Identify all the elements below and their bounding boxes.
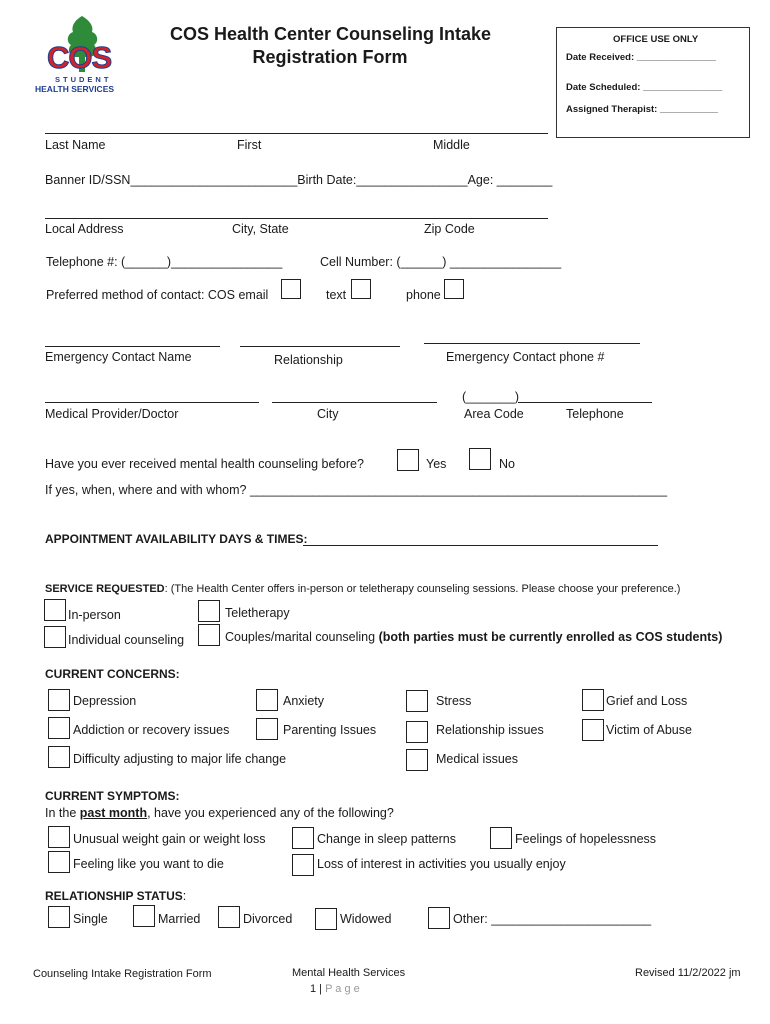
individual-checkbox[interactable] (44, 626, 66, 648)
concern-depression-label: Depression (73, 694, 137, 708)
date-received-field[interactable]: Date Received: _______________ (566, 52, 717, 63)
relationship-heading-row (45, 889, 186, 903)
status-married-checkbox[interactable] (133, 905, 155, 927)
emergency-name-line[interactable] (45, 346, 220, 347)
availability-line[interactable] (303, 545, 658, 546)
in-person-label: In-person (68, 608, 121, 622)
footer-page (310, 983, 360, 995)
last-name-label: Last Name (45, 138, 106, 152)
concern-stress-label: Stress (436, 694, 472, 708)
form-title-line2: Registration Form (252, 47, 408, 67)
area-code-label: Area Code (464, 407, 524, 421)
email-checkbox[interactable] (281, 279, 301, 299)
status-married-label: Married (158, 912, 201, 926)
medical-telephone-label: Telephone (566, 407, 624, 421)
emergency-contact-name-label: Emergency Contact Name (45, 350, 192, 364)
concern-relationship-checkbox[interactable] (406, 721, 428, 743)
symptoms-intro (45, 806, 394, 820)
concern-parenting-checkbox[interactable] (256, 718, 278, 740)
footer-center: Mental Health Services (292, 967, 406, 979)
area-code-paren[interactable]: (_______) (462, 390, 519, 404)
concern-medical-checkbox[interactable] (406, 749, 428, 771)
form-title-line1: COS Health Center Counseling Intake (170, 24, 492, 44)
emergency-phone-line[interactable] (424, 343, 640, 344)
service-heading: SERVICE REQUESTED (45, 583, 165, 595)
logo-letters: COS (47, 40, 112, 75)
symptom-interest-label: Loss of interest in activities you usually enjoy (317, 857, 566, 871)
city-state-label: City, State (232, 222, 289, 236)
symptom-sleep-checkbox[interactable] (292, 827, 314, 849)
prior-counseling-question: Have you ever received mental health counseling before? (45, 457, 364, 471)
service-note: : (The Health Center offers in-person or teletherapy counseling sessions. Please choose your preference.) (164, 583, 681, 595)
prior-yes-checkbox[interactable] (397, 449, 419, 471)
date-scheduled-field[interactable]: Date Scheduled: _______________ (566, 82, 723, 93)
symptom-weight-checkbox[interactable] (48, 826, 70, 848)
medical-phone-line[interactable] (518, 402, 652, 403)
office-heading: OFFICE USE ONLY (613, 34, 699, 45)
concern-addiction-checkbox[interactable] (48, 717, 70, 739)
concern-grief-label: Grief and Loss (606, 694, 688, 708)
city-line[interactable] (272, 402, 437, 403)
emergency-phone-label: Emergency Contact phone # (446, 350, 605, 364)
status-widowed-label: Widowed (340, 912, 392, 926)
concerns-heading: CURRENT CONCERNS: (45, 667, 180, 681)
concern-abuse-label: Victim of Abuse (606, 723, 692, 737)
phone-checkbox[interactable] (444, 279, 464, 299)
concern-abuse-checkbox[interactable] (582, 719, 604, 741)
logo-line1: STUDENT (55, 75, 112, 84)
footer-right: Revised 11/2/2022 jm (635, 967, 741, 979)
concern-medical-label: Medical issues (436, 752, 518, 766)
symptoms-intro-pre: In the (45, 806, 80, 820)
symptom-weight-label: Unusual weight gain or weight loss (73, 832, 266, 846)
office-use-box (556, 27, 750, 138)
status-other-field[interactable]: Other: _______________________ (453, 912, 652, 926)
concern-addiction-label: Addiction or recovery issues (73, 723, 230, 737)
telephone-field[interactable]: Telephone #: (______)________________ (46, 255, 283, 269)
zip-code-label: Zip Code (424, 222, 475, 236)
teletherapy-label: Teletherapy (225, 606, 290, 620)
phone-label: phone (406, 288, 441, 302)
concern-parenting-label: Parenting Issues (283, 723, 377, 737)
status-divorced-checkbox[interactable] (218, 906, 240, 928)
in-person-checkbox[interactable] (44, 599, 66, 621)
status-single-checkbox[interactable] (48, 906, 70, 928)
concern-adjusting-label: Difficulty adjusting to major life change (73, 752, 287, 766)
status-other-checkbox[interactable] (428, 907, 450, 929)
cell-number-field[interactable]: Cell Number: (______) ________________ (320, 255, 562, 269)
cos-student-health-logo (35, 14, 133, 96)
symptoms-intro-emphasis: past month (79, 806, 148, 820)
teletherapy-checkbox[interactable] (198, 600, 220, 622)
symptoms-intro-post: , have you experienced any of the following? (147, 806, 394, 820)
couples-row (225, 630, 722, 644)
relationship-label: Relationship (274, 353, 343, 367)
status-widowed-checkbox[interactable] (315, 908, 337, 930)
text-label: text (326, 288, 347, 302)
status-single-label: Single (73, 912, 108, 926)
medical-city-label: City (317, 407, 339, 421)
concern-stress-checkbox[interactable] (406, 690, 428, 712)
provider-line[interactable] (45, 402, 259, 403)
text-checkbox[interactable] (351, 279, 371, 299)
concern-adjusting-checkbox[interactable] (48, 746, 70, 768)
service-heading-row (45, 583, 680, 595)
relationship-colon: : (182, 889, 187, 903)
concern-grief-checkbox[interactable] (582, 689, 604, 711)
symptom-hopeless-checkbox[interactable] (490, 827, 512, 849)
local-address-label: Local Address (45, 222, 124, 236)
prior-no-checkbox[interactable] (469, 448, 491, 470)
assigned-therapist-field[interactable]: Assigned Therapist: ___________ (566, 104, 719, 115)
prior-yes-label: Yes (426, 457, 447, 471)
middle-name-label: Middle (433, 138, 470, 152)
concern-anxiety-checkbox[interactable] (256, 689, 278, 711)
prior-no-label: No (499, 457, 515, 471)
symptom-hopeless-label: Feelings of hopelessness (515, 832, 657, 846)
id-birth-age-row[interactable]: Banner ID/SSN________________________Birth Date:________________Age: ________ (45, 173, 553, 187)
couples-note: (both parties must be currently enrolled as COS students) (378, 630, 723, 644)
concern-anxiety-label: Anxiety (283, 694, 324, 708)
page-number: 1 (310, 983, 317, 995)
symptom-interest-checkbox[interactable] (292, 854, 314, 876)
individual-label: Individual counseling (68, 633, 185, 647)
address-line[interactable] (45, 218, 548, 219)
relationship-heading: RELATIONSHIP STATUS (45, 889, 183, 903)
symptom-die-label: Feeling like you want to die (73, 857, 224, 871)
couples-checkbox[interactable] (198, 624, 220, 646)
availability-label: APPOINTMENT AVAILABILITY DAYS & TIMES: (45, 532, 308, 546)
status-divorced-label: Divorced (243, 912, 293, 926)
page-separator: | (316, 983, 326, 995)
symptom-die-checkbox[interactable] (48, 851, 70, 873)
page-word: P a g e (325, 983, 360, 995)
symptoms-heading: CURRENT SYMPTOMS: (45, 789, 180, 803)
prior-followup-field[interactable]: If yes, when, where and with whom? ____________________________________________________________ (45, 483, 668, 497)
concern-depression-checkbox[interactable] (48, 689, 70, 711)
medical-provider-label: Medical Provider/Doctor (45, 407, 179, 421)
couples-label: Couples/marital counseling (225, 630, 379, 644)
name-line[interactable] (45, 133, 548, 134)
concern-relationship-label: Relationship issues (436, 723, 544, 737)
first-name-label: First (237, 138, 262, 152)
relationship-line[interactable] (240, 346, 400, 347)
symptom-sleep-label: Change in sleep patterns (317, 832, 456, 846)
logo-line2: HEALTH SERVICES (35, 84, 115, 94)
footer-left: Counseling Intake Registration Form (33, 968, 212, 980)
contact-method-label: Preferred method of contact: COS email (46, 288, 269, 302)
